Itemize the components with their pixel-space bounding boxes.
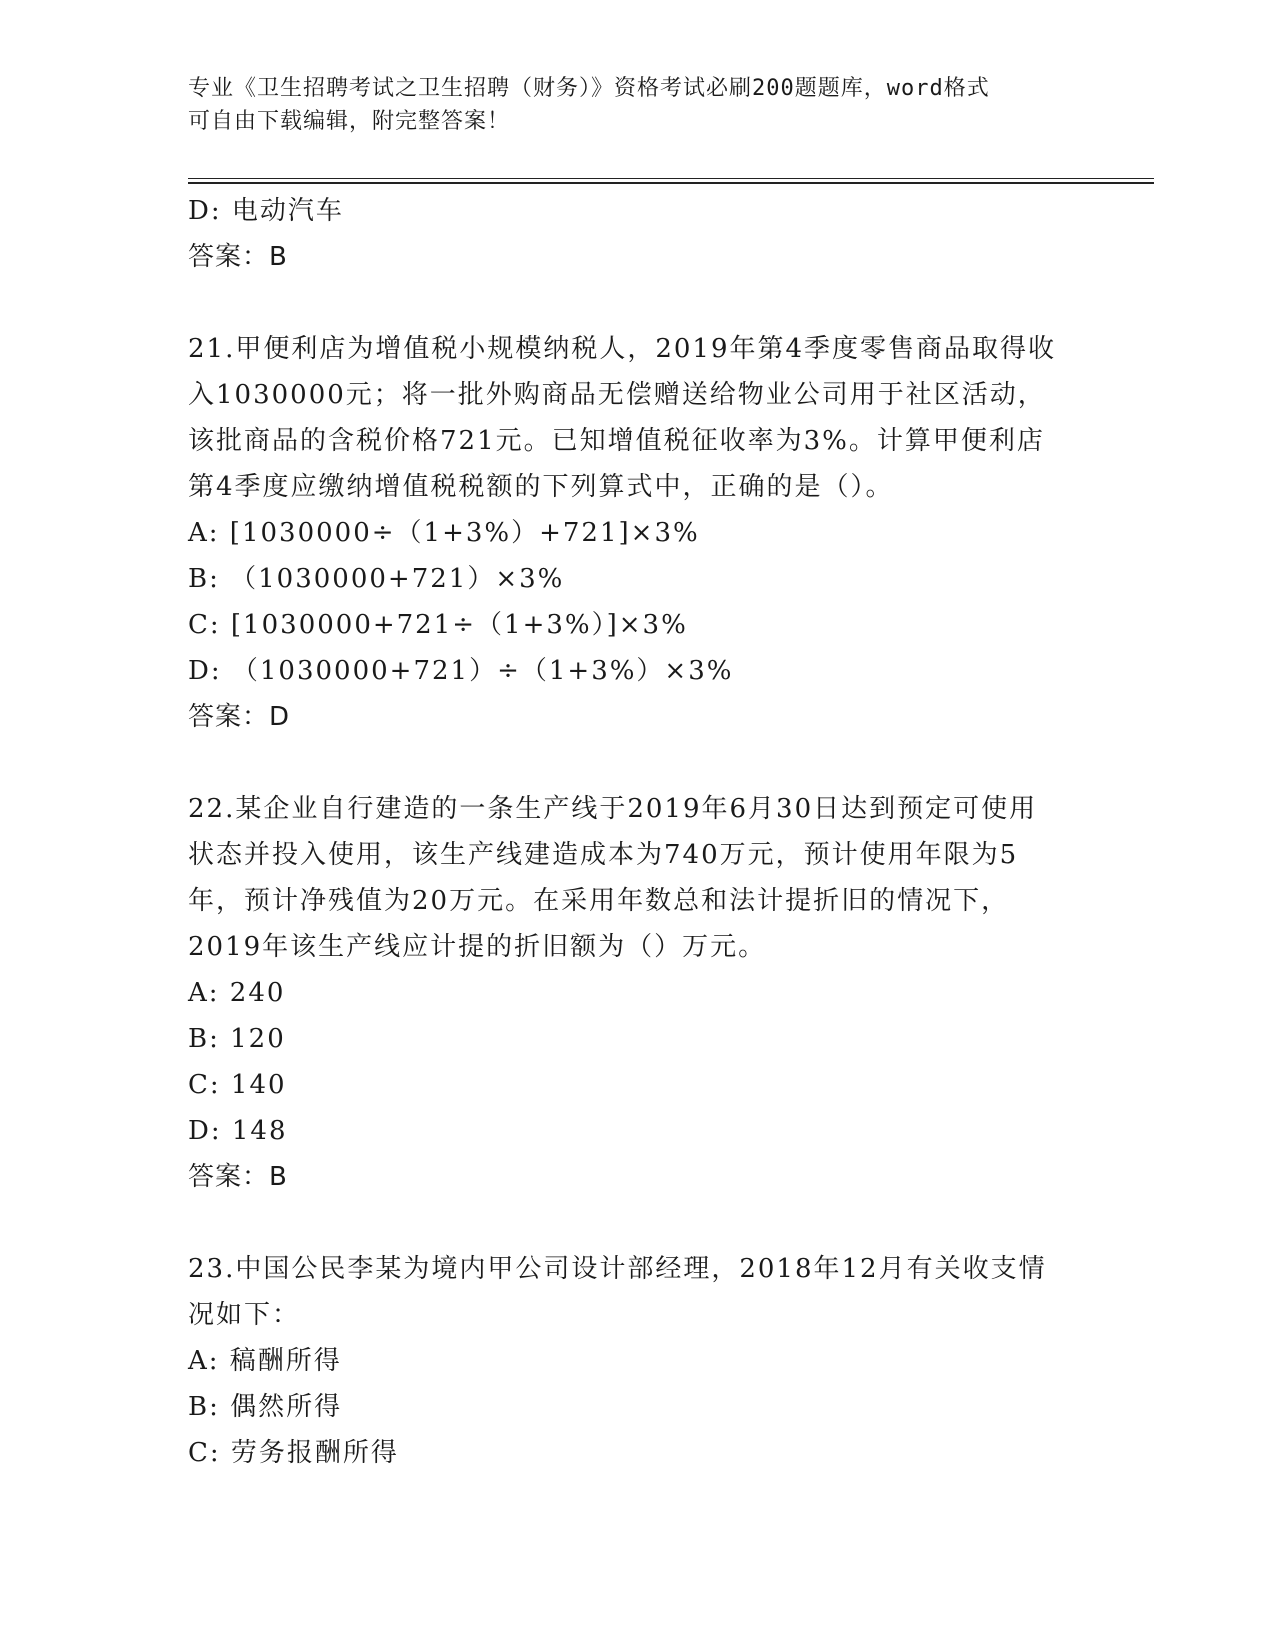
q22-stem-line: 2019年该生产线应计提的折旧额为（）万元。 [188, 932, 767, 962]
q21-option-b: B: （1030000+721）×3% [188, 564, 565, 594]
q23-option-a: A: 稿酬所得 [188, 1346, 342, 1376]
q23-option-b: B: 偶然所得 [188, 1392, 343, 1422]
q21-option-d: D: （1030000+721）÷（1+3%）×3% [188, 656, 734, 686]
q22-option-c: C: 140 [188, 1070, 287, 1100]
q23-option-c: C: 劳务报酬所得 [188, 1438, 399, 1468]
q21-stem-line: 第4季度应缴纳增值税税额的下列算式中，正确的是（）。 [188, 472, 894, 502]
header-line-1: 专业《卫生招聘考试之卫生招聘（财务）》资格考试必刷200题题库，word格式 [188, 76, 990, 101]
q22-stem-line: 状态并投入使用，该生产线建造成本为740万元，预计使用年限为5 [188, 840, 1019, 870]
q21-option-c: C: [1030000+721÷（1+3%）]×3% [188, 610, 688, 640]
q22-option-b: B: 120 [188, 1024, 286, 1054]
q23-stem-line: 况如下： [188, 1300, 301, 1330]
document-header [188, 72, 1088, 138]
q23-stem-line: 23.中国公民李某为境内甲公司设计部经理，2018年12月有关收支情 [188, 1254, 1047, 1284]
q21-answer: 答案：D [188, 702, 291, 732]
q21-stem-line: 21.甲便利店为增值税小规模纳税人，2019年第4季度零售商品取得收 [188, 334, 1057, 364]
question-23 [188, 1246, 1088, 1476]
q22-option-d: D: 148 [188, 1116, 288, 1146]
q22-answer: 答案：B [188, 1162, 288, 1192]
q22-option-a: A: 240 [188, 978, 286, 1008]
q21-stem-line: 入1030000元；将一批外购商品无偿赠送给物业公司用于社区活动， [188, 380, 1046, 410]
q21-option-a: A: [1030000÷（1+3%）+721]×3% [188, 518, 700, 548]
prev-answer: 答案：B [188, 242, 288, 272]
header-divider-top [188, 178, 1154, 179]
q21-stem-line: 该批商品的含税价格721元。已知增值税征收率为3%。计算甲便利店 [188, 426, 1045, 456]
question-content [188, 188, 1088, 1476]
question-22 [188, 786, 1088, 1200]
prev-option-d: D: 电动汽车 [188, 196, 344, 226]
question-21 [188, 326, 1088, 740]
q22-stem-line: 22.某企业自行建造的一条生产线于2019年6月30日达到预定可使用 [188, 794, 1038, 824]
header-line-2: 可自由下载编辑，附完整答案！ [188, 109, 511, 134]
header-divider-bottom [188, 182, 1154, 184]
q22-stem-line: 年，预计净残值为20万元。在采用年数总和法计提折旧的情况下， [188, 886, 1010, 916]
